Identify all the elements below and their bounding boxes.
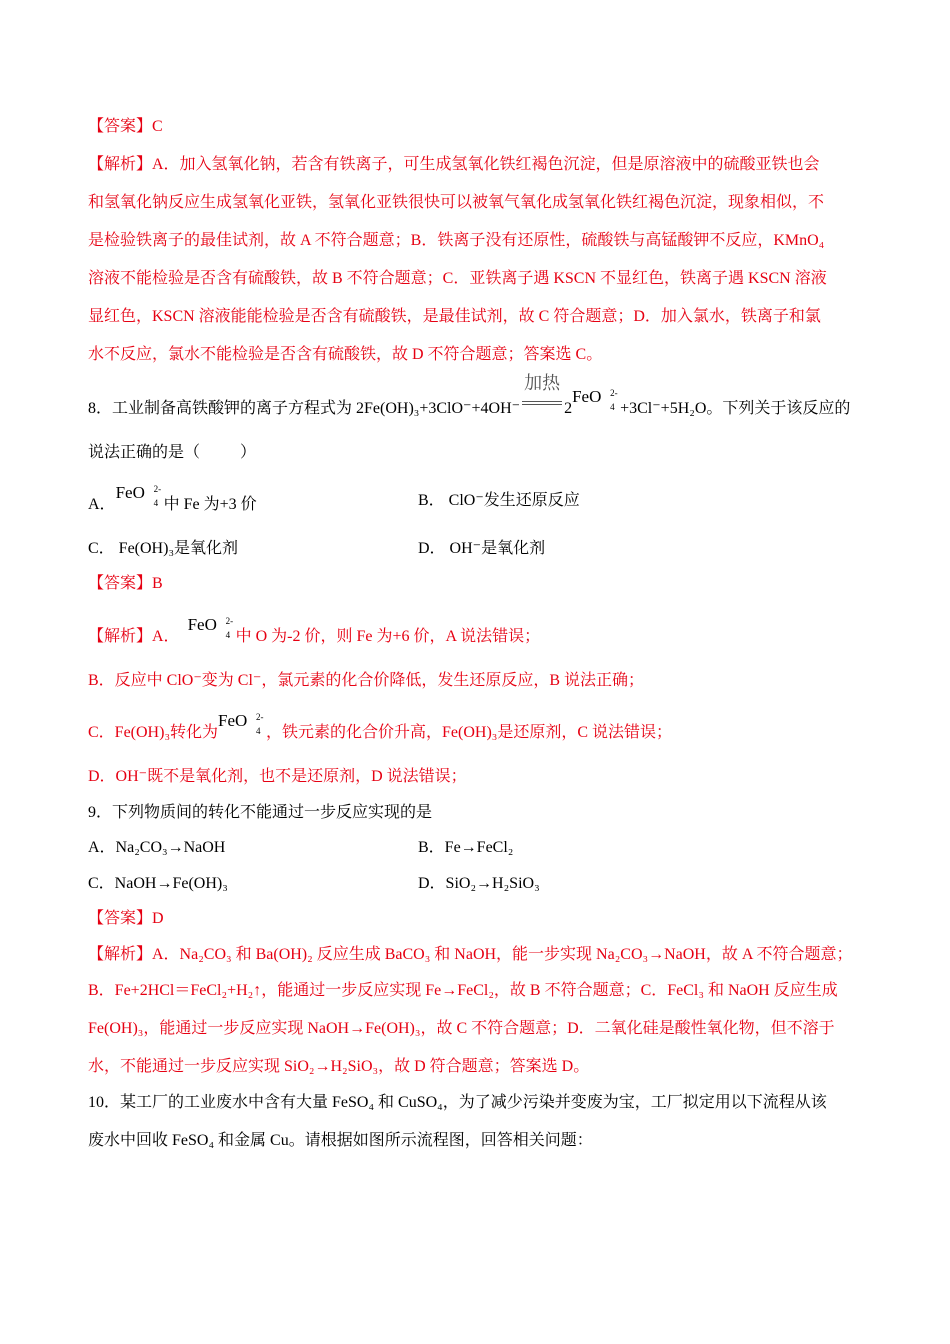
equals-line-top	[522, 401, 562, 402]
q9-analysis-line-2: B．Fe+2HCl＝FeCl₂+H₂↑，能通过一步反应实现 Fe→FeCl₂，故 B 不符合题意；C．FeCl₃ 和 NaOH 反应生成	[88, 982, 838, 999]
ferrate-ion	[218, 711, 266, 741]
q9-option-a: A．Na₂CO₃→NaOH	[88, 839, 226, 856]
ion-charge: 2-	[610, 388, 618, 398]
ion-subscript: 4	[153, 498, 159, 508]
q7-analysis-line-5: 显红色，KSCN 溶液能能检验是否含有硫酸铁，是最佳试剂，故 C 符合题意；D．加入氯水，铁离子和氯	[88, 308, 821, 325]
q8-analysis-d: D．OH⁻既不是氧化剂，也不是还原剂，D 说法错误；	[88, 768, 467, 785]
q8-answer: 【答案】B	[88, 575, 163, 592]
q7-answer: 【答案】C	[88, 118, 163, 135]
ion-base: FeO	[218, 711, 248, 730]
q9-option-d: D．SiO₂→H₂SiO₃	[418, 875, 540, 892]
ion-subscript: 4	[610, 402, 615, 412]
q9-option-b: B．Fe→FeCl₂	[418, 839, 514, 856]
ferrate-ion	[187, 615, 236, 645]
q9-analysis-line-1: 【解析】A．Na₂CO₃ 和 Ba(OH)₂ 反应生成 BaCO₃ 和 NaOH，能一步实现 Na₂CO₃→NaOH，故 A 不符合题意；	[88, 946, 853, 963]
analysis-c-text: ，铁元素的化合价升高，Fe(OH)₃是还原剂，C 说法错误；	[266, 724, 673, 741]
q9-analysis-line-3: Fe(OH)₃，能通过一步反应实现 NaOH→Fe(OH)₃，故 C 不符合题意；D．二氧化硅是酸性氧化物，但不溶于	[88, 1020, 835, 1037]
option-a-text: 中 Fe 为+3 价	[163, 496, 257, 513]
q8-stem-line-2	[88, 441, 256, 465]
ion-charge: 2-	[225, 616, 234, 626]
heat-label: 加热	[524, 373, 561, 393]
q8-stem-part-c: 说法正确的是（	[88, 444, 201, 461]
q7-analysis-line-4: 溶液不能检验是否含有硫酸铁，故 B 不符合题意；C．亚铁离子遇 KSCN 不显红色，铁离子遇 KSCN 溶液	[88, 270, 827, 287]
q10-stem-line-1: 10．某工厂的工业废水中含有大量 FeSO₄ 和 CuSO₄，为了减少污染并变废为宝，工厂拟定用以下流程从该	[88, 1094, 827, 1111]
q8-analysis-a	[88, 615, 541, 649]
ion-charge: 2-	[153, 484, 162, 494]
q8-analysis-c	[88, 711, 673, 745]
q8-option-d: D． OH⁻是氧化剂	[418, 540, 546, 557]
q8-stem-part-d: ）	[240, 444, 257, 461]
ion-charge: 2-	[256, 712, 264, 722]
q9-stem: 9．下列物质间的转化不能通过一步反应实现的是	[88, 804, 433, 821]
q8-stem	[88, 373, 851, 421]
ferrate-ion	[115, 483, 164, 513]
q9-option-c: C．NaOH→Fe(OH)₃	[88, 875, 228, 892]
equals-line-bottom	[522, 404, 562, 405]
analysis-a-prefix: 【解析】A．	[88, 628, 180, 645]
analysis-a-text: 中 O 为-2 价，则 Fe 为+6 价，A 说法错误；	[235, 628, 541, 645]
q9-analysis-line-4: 水，不能通过一步反应实现 SiO₂→H₂SiO₃，故 D 符合题意；答案选 D。	[88, 1058, 590, 1075]
ion-base: FeO	[187, 615, 217, 634]
ion-subscript: 4	[225, 630, 231, 640]
q9-answer: 【答案】D	[88, 910, 164, 927]
q7-analysis-line-6: 水不反应，氯水不能检验是否含有硫酸铁，故 D 不符合题意；答案选 C。	[88, 346, 603, 363]
q10-stem-line-2: 废水中回收 FeSO₄ 和金属 Cu。请根据如图所示流程图，回答相关问题：	[88, 1132, 593, 1149]
option-a-label: A．	[88, 496, 116, 513]
ion-base: FeO	[572, 387, 602, 406]
q7-analysis-line-1: 【解析】A．加入氢氧化钠，若含有铁离子，可生成氢氧化铁红褐色沉淀，但是原溶液中的硫酸亚铁也会	[88, 156, 820, 173]
analysis-c-prefix: C．Fe(OH)₃转化为	[88, 724, 219, 741]
q7-analysis-line-2: 和氢氧化钠反应生成氢氧化亚铁，氢氧化亚铁很快可以被氧气氧化成氢氧化铁红褐色沉淀，现象相似，不	[88, 194, 825, 211]
ion-base: FeO	[115, 483, 145, 502]
heat-equals-sign	[520, 373, 564, 415]
q8-option-c: C． Fe(OH)₃是氧化剂	[88, 540, 239, 557]
q8-stem-part-b: +3Cl⁻+5H₂O。下列关于该反应的	[620, 400, 851, 417]
q8-analysis-b: B．反应中 ClO⁻变为 Cl⁻，氯元素的化合价降低，发生还原反应，B 说法正确；	[88, 672, 645, 689]
q8-option-b: B． ClO⁻发生还原反应	[418, 492, 580, 509]
ferrate-ion	[572, 387, 620, 417]
ferrate-coefficient: 2	[564, 400, 573, 417]
ion-subscript: 4	[256, 726, 261, 736]
q8-stem-part-a: 8．工业制备高铁酸钾的离子方程式为 2Fe(OH)₃+3ClO⁻+4OH⁻	[88, 400, 521, 417]
q7-analysis-line-3: 是检验铁离子的最佳试剂，故 A 不符合题意；B．铁离子没有还原性，硫酸铁与高锰酸钾不反应，KMnO₄	[88, 232, 825, 249]
q8-option-a	[88, 483, 257, 517]
